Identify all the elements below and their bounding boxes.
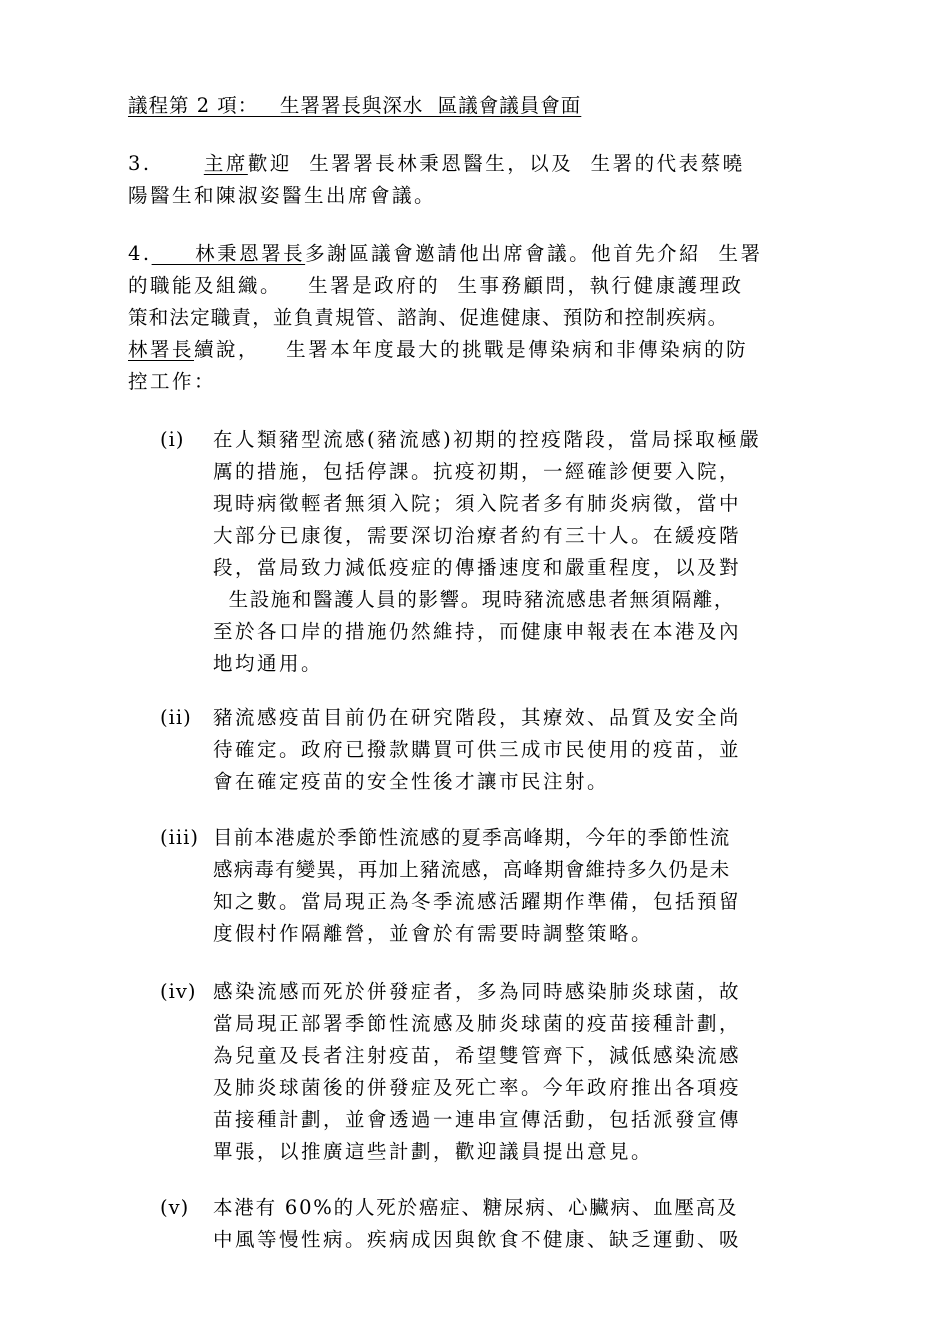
paragraph-text: 歡迎 生署署長林秉恩醫生，以及 生署的代表蔡曉 [247,152,745,175]
chairman-label: 主席 [203,152,248,175]
paragraph-3-line-2: 陽醫生和陳淑姿醫生出席會議。 [128,184,437,207]
list-item-label: (v) [160,1196,190,1219]
list-item-line: 大部分已康復，需要深切治療者約有三十人。在緩疫階 [213,524,742,547]
list-item-line: 感病毒有變異，再加上豬流感，高峰期會維持多久仍是未 [213,858,731,881]
list-item-line: 為兒童及長者注射疫苗，希望雙管齊下，減低感染流感 [213,1044,742,1067]
list-item-body [213,822,803,950]
list-item-line: 會在確定疫苗的安全性後才讓市民注射。 [213,770,610,793]
paragraph-4-line-5: 控工作： [128,370,217,393]
list-item-body [213,424,803,680]
list-item-line: 生設施和醫護人員的影響。現時豬流感患者無須隔離， [213,588,735,611]
paragraph-number: 3. [128,152,152,175]
director-name: 林秉恩署長 [151,242,306,265]
list-item-body [213,1192,803,1256]
list-item-line: 感染流感而死於併發症者，多為同時感染肺炎球菌，故 [213,980,742,1003]
list-item-line: 在人類豬型流感(豬流感)初期的控疫階段，當局採取極嚴 [213,428,762,451]
paragraph-4-line-4 [128,334,808,366]
list-item-label: (i) [160,428,185,451]
list-item-line: 及肺炎球菌後的併發症及死亡率。今年政府推出各項疫 [213,1076,742,1099]
paragraph-4-line-3: 策和法定職責，並負責規管、諮詢、促進健康、預防和控制疾病。 [128,306,729,329]
list-item-line: 待確定。政府已撥款購買可供三成市民使用的疫苗，並 [213,738,742,761]
list-item-line: 厲的措施，包括停課。抗疫初期，一經確診便要入院， [213,460,742,483]
list-item-label: (iv) [160,980,197,1003]
list-item-line: 豬流感疫苗目前仍在研究階段，其療效、品質及安全尚 [213,706,742,729]
list-item-line: 地均通用。 [213,652,324,675]
list-item-line: 目前本港處於季節性流感的夏季高峰期，今年的季節性流 [213,826,731,849]
list-item-line: 段，當局致力減低疫症的傳播速度和嚴重程度，以及對 [213,556,742,579]
paragraph-3 [128,148,808,212]
paragraph-text: 多謝區議會邀請他出席會議。他首先介紹 生署 [305,242,763,265]
agenda-heading: 議程第 2 項： 生署署長與深水 區議會議員會面 [128,94,582,117]
paragraph-4-line-1 [128,238,808,270]
director-short-name: 林署長 [128,338,195,361]
list-item-line: 本港有 60%的人死於癌症、糖尿病、心臟病、血壓高及 [213,1196,739,1219]
list-item-line: 當局現正部署季節性流感及肺炎球菌的疫苗接種計劃， [213,1012,742,1035]
list-item-line: 至於各口岸的措施仍然維持，而健康申報表在本港及內 [213,620,742,643]
paragraph-4-line-2: 的職能及組織。 生署是政府的 生事務顧問，執行健康護理政 [128,274,744,297]
list-item-line: 單張，以推廣這些計劃，歡迎議員提出意見。 [213,1140,654,1163]
paragraph-number: 4. [128,242,152,265]
list-item-label: (ii) [160,706,192,729]
paragraph-4 [128,238,808,398]
list-item-line: 度假村作隔離營，並會於有需要時調整策略。 [213,922,654,945]
paragraph-gap [152,152,204,175]
list-item-body [213,702,803,798]
list-item-body [213,976,803,1168]
list-item-line: 苗接種計劃，並會透過一連串宣傳活動，包括派發宣傳 [213,1108,742,1131]
paragraph-text: 續說， 生署本年度最大的挑戰是傳染病和非傳染病的防 [194,338,749,361]
list-item-line: 知之數。當局現正為冬季流感活躍期作準備，包括預留 [213,890,742,913]
list-item-line: 中風等慢性病。疾病成因與飲食不健康、缺乏運動、吸 [213,1228,742,1251]
list-item-line: 現時病徵輕者無須入院；須入院者多有肺炎病徵，當中 [213,492,742,515]
paragraph-3-line-1 [128,148,808,180]
list-item-label: (iii) [160,826,199,849]
